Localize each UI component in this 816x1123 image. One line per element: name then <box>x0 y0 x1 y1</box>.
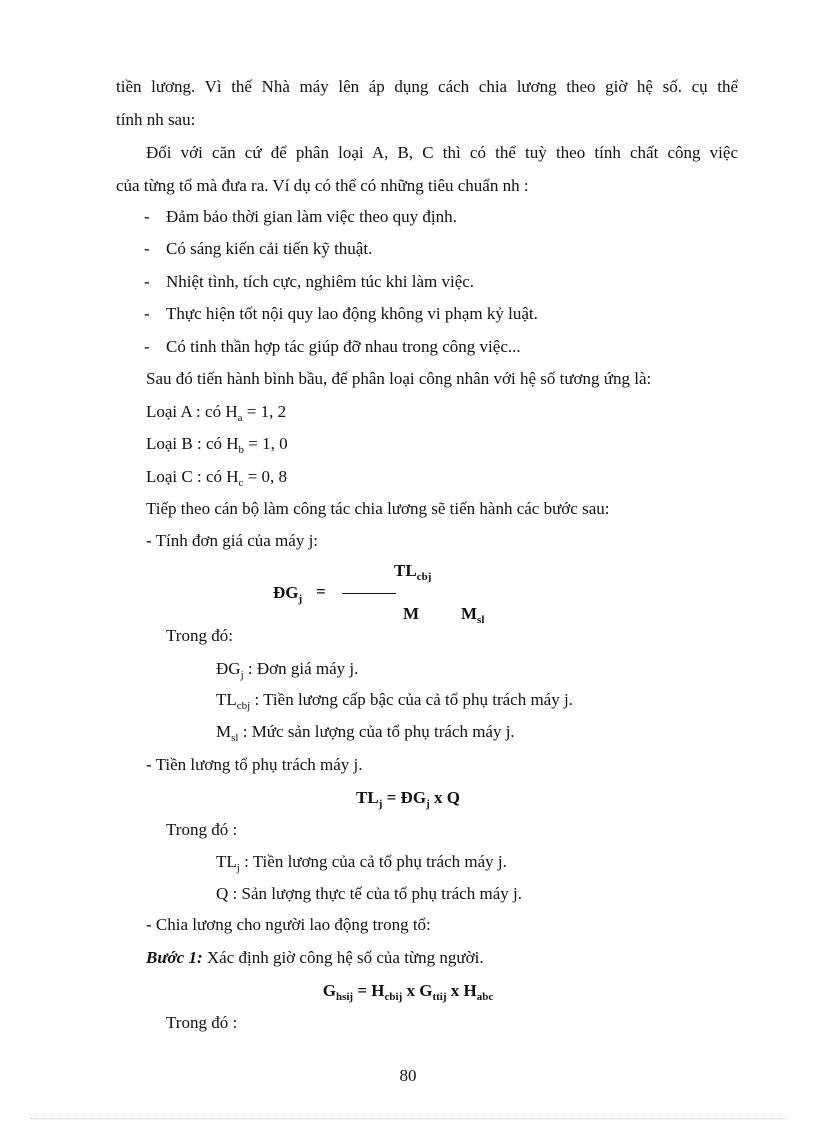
steps-intro: Tiếp theo cán bộ làm công tác chia lương sẽ tiến hành các bước sau: <box>146 499 610 518</box>
where-label: Trong đó : <box>166 820 238 839</box>
definition-q: Q : Sản lượng thực tế của tổ phụ trách máy j. <box>216 884 522 903</box>
footer-divider <box>30 1118 786 1119</box>
bullet-marker: - <box>144 304 150 323</box>
formula-denominator-m: M <box>403 604 420 623</box>
bullet-marker: - <box>144 272 150 291</box>
step-1: Bước 1: Xác định giờ công hệ số của từng người. <box>146 948 484 967</box>
definition-msl: $M_{sl}$ : Mức sản lượng của tổ phụ trách máy j. <box>216 722 515 744</box>
section-heading-team-wage: - Tiền lương tổ phụ trách máy j. <box>146 755 363 774</box>
list-item: Có sáng kiến cải tiến kỹ thuật. <box>166 239 373 258</box>
list-item: Thực hiện tốt nội quy lao động không vi phạm kỷ luật. <box>166 304 538 323</box>
section-heading-distribution: - Chia lương cho người lao động trong tổ: <box>146 915 431 934</box>
list-item: Nhiệt tình, tích cực, nghiêm túc khi làm việc. <box>166 272 475 291</box>
class-a: Loại A : có $H_a = 1$, 2 <box>146 402 287 424</box>
formula-lhs: $ĐG_j$ <box>273 583 303 605</box>
list-item: Có tinh thần hợp tác giúp đỡ nhau trong công việc... <box>166 337 521 356</box>
bullet-marker: - <box>144 337 150 356</box>
intro-line-2: tính nh sau: <box>116 110 196 129</box>
class-b: Loại B : có $H_b = 1$, 0 <box>146 434 288 456</box>
definition-tlj: $TL_j$ : Tiền lương của cả tổ phụ trách máy j. <box>216 852 507 874</box>
formula-coefficient-hours: $G_{hsij} = H_{cbij}$ x $G_{ttij}$ x $H_{abc}$ <box>322 981 494 1003</box>
formula-team-wage: $TL_j$ = $ĐG_j$ x Q <box>356 788 460 810</box>
fraction-bar <box>342 593 396 594</box>
formula-numerator: $TL_{cbj}$ <box>394 561 432 583</box>
step-label: Bước 1: <box>146 948 203 967</box>
intro-line-4: của từng tổ mà đưa ra. Ví dụ có thể có những tiêu chuẩn nh : <box>116 176 529 195</box>
after-bullets-text: Sau đó tiến hành bình bầu, để phân loại công nhân với hệ số tương ứng là: <box>146 369 652 388</box>
definition-dgj: $ĐG_j$ : Đơn giá máy j. <box>216 659 359 681</box>
intro-line-3: Đối với căn cứ để phân loại A, B, C thì có thể tuỳ theo tính chất công việc <box>146 143 738 162</box>
intro-line-1: tiền lương. Vì thế Nhà máy lên áp dụng cách chia lương theo giờ hệ số. cụ thể <box>116 77 738 96</box>
page-number: 80 <box>399 1066 417 1085</box>
formula-denominator-msl: $M_{sl}$ <box>461 604 485 626</box>
bullet-marker: - <box>144 239 150 258</box>
class-c: Loại C : có $H_c = 0$, 8 <box>146 467 288 489</box>
where-label: Trong đó: <box>166 626 233 645</box>
where-label: Trong đó : <box>166 1013 238 1032</box>
bullet-marker: - <box>144 207 150 226</box>
definition-tlcbj: $TL_{cbj}$ : Tiền lương cấp bậc của cả tổ phụ trách máy j. <box>216 690 573 712</box>
section-heading-unit-price: - Tính đơn giá của máy j: <box>146 531 319 550</box>
formula-equals: = <box>316 582 326 601</box>
list-item: Đảm bảo thời gian làm việc theo quy định. <box>166 207 457 226</box>
